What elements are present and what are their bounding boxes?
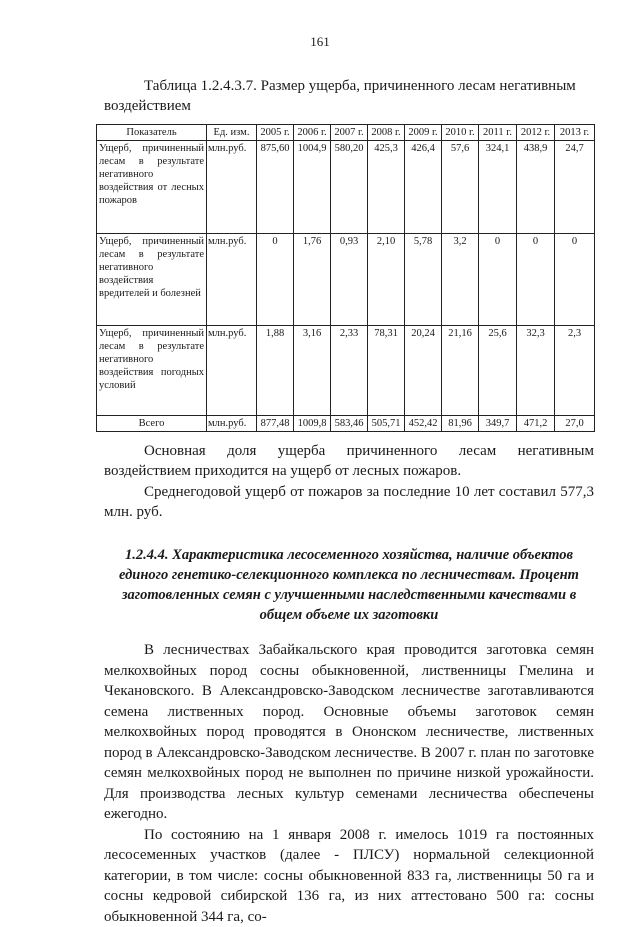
page-number: 161 [0,34,640,50]
table-row [97,234,595,326]
header-year: 2007 г. [331,125,368,141]
cell-value: 580,20 [331,141,368,234]
cell-value: 425,3 [368,141,405,234]
cell-value: 32,3 [517,326,555,416]
header-year: 2010 г. [442,125,479,141]
header-year: 2011 г. [479,125,517,141]
cell-value: 57,6 [442,141,479,234]
header-year: 2013 г. [555,125,595,141]
row-unit: млн.руб. [207,234,257,326]
cell-value: 0 [555,234,595,326]
header-unit: Ед. изм. [207,125,257,141]
cell-value: 1004,9 [294,141,331,234]
cell-value: 21,16 [442,326,479,416]
cell-value: 452,42 [405,416,442,432]
section-body [104,640,594,927]
table-row [97,326,595,416]
cell-value: 2,10 [368,234,405,326]
damage-table [96,124,595,432]
table-row [97,141,595,234]
cell-value: 2,33 [331,326,368,416]
body-paragraph: По состоянию на 1 января 2008 г. имелось 1019 га постоянных лесосеменных участков (далее - ПЛСУ) нормальной селекционной категории, в том числе: сосны обыкновенной 833 га, лиственницы 50 га и сосны кедровой сибирской 136 га, из них аттестовано 500 га: сосны обыкновенной 344 га, со- [104,825,594,927]
cell-value: 426,4 [405,141,442,234]
paragraph-main-share: Основная доля ущерба причиненного лесам негативным воздействием приходится на ущерб от лесных пожаров. [104,441,594,481]
header-year: 2008 г. [368,125,405,141]
cell-value: 81,96 [442,416,479,432]
header-indicator: Показатель [97,125,207,141]
cell-value: 20,24 [405,326,442,416]
section-heading: 1.2.4.4. Характеристика лесосеменного хозяйства, наличие объектов единого генетико-селекционного комплекса по лесничествам. Процент заготовленных семян с улучшенными наследственными качествами в общем объеме их заготовки [104,545,594,625]
cell-value: 3,2 [442,234,479,326]
cell-value: 877,48 [257,416,294,432]
cell-value: 1,76 [294,234,331,326]
cell-value: 1,88 [257,326,294,416]
header-year: 2009 г. [405,125,442,141]
row-unit: млн.руб. [207,141,257,234]
cell-value: 875,60 [257,141,294,234]
cell-value: 505,71 [368,416,405,432]
header-year: 2005 г. [257,125,294,141]
row-indicator: Ущерб, причиненный лесам в результате негативного воздействия от лесных пожаров [97,141,207,234]
cell-value: 5,78 [405,234,442,326]
table-row-total [97,416,595,432]
paragraph-average-damage: Среднегодовой ущерб от пожаров за последние 10 лет составил 577,3 млн. руб. [104,482,594,522]
cell-value: 324,1 [479,141,517,234]
cell-value: 2,3 [555,326,595,416]
row-unit: млн.руб. [207,326,257,416]
cell-value: 0 [479,234,517,326]
table-caption-line2: воздействием [104,98,191,114]
cell-value: 438,9 [517,141,555,234]
cell-value: 349,7 [479,416,517,432]
cell-value: 24,7 [555,141,595,234]
table-caption-line1: Таблица 1.2.4.3.7. Размер ущерба, причиненного лесам негативным [104,76,592,96]
table-caption [104,76,592,116]
cell-value: 3,16 [294,326,331,416]
cell-value: 25,6 [479,326,517,416]
cell-value: 0 [257,234,294,326]
cell-value: 78,31 [368,326,405,416]
row-indicator: Всего [97,416,207,432]
row-indicator: Ущерб, причиненный лесам в результате негативного воздействия вредителей и болезней [97,234,207,326]
cell-value: 1009,8 [294,416,331,432]
row-indicator: Ущерб, причиненный лесам в результате негативного воздействия погодных условий [97,326,207,416]
body-paragraph: В лесничествах Забайкальского края проводится заготовка семян мелкохвойных пород сосны обыкновенной, лиственницы Гмелина и Чекановского. В Александровско-Заводском лесничестве заготавливаются семена лиственных пород. Основные объемы заготовок семян мелкохвойных пород проводятся в Ононском лесничестве, лиственных пород в Александровско-Заводском лесничестве. В 2007 г. план по заготовке семян мелкохвойных пород не выполнен по причине низкой урожайности. Для производства лесных культур семенами лесничества обеспечены ежегодно. [104,640,594,825]
row-unit: млн.руб. [207,416,257,432]
cell-value: 583,46 [331,416,368,432]
header-year: 2012 г. [517,125,555,141]
header-year: 2006 г. [294,125,331,141]
cell-value: 471,2 [517,416,555,432]
cell-value: 0 [517,234,555,326]
table-header-row [97,125,595,141]
cell-value: 0,93 [331,234,368,326]
cell-value: 27,0 [555,416,595,432]
